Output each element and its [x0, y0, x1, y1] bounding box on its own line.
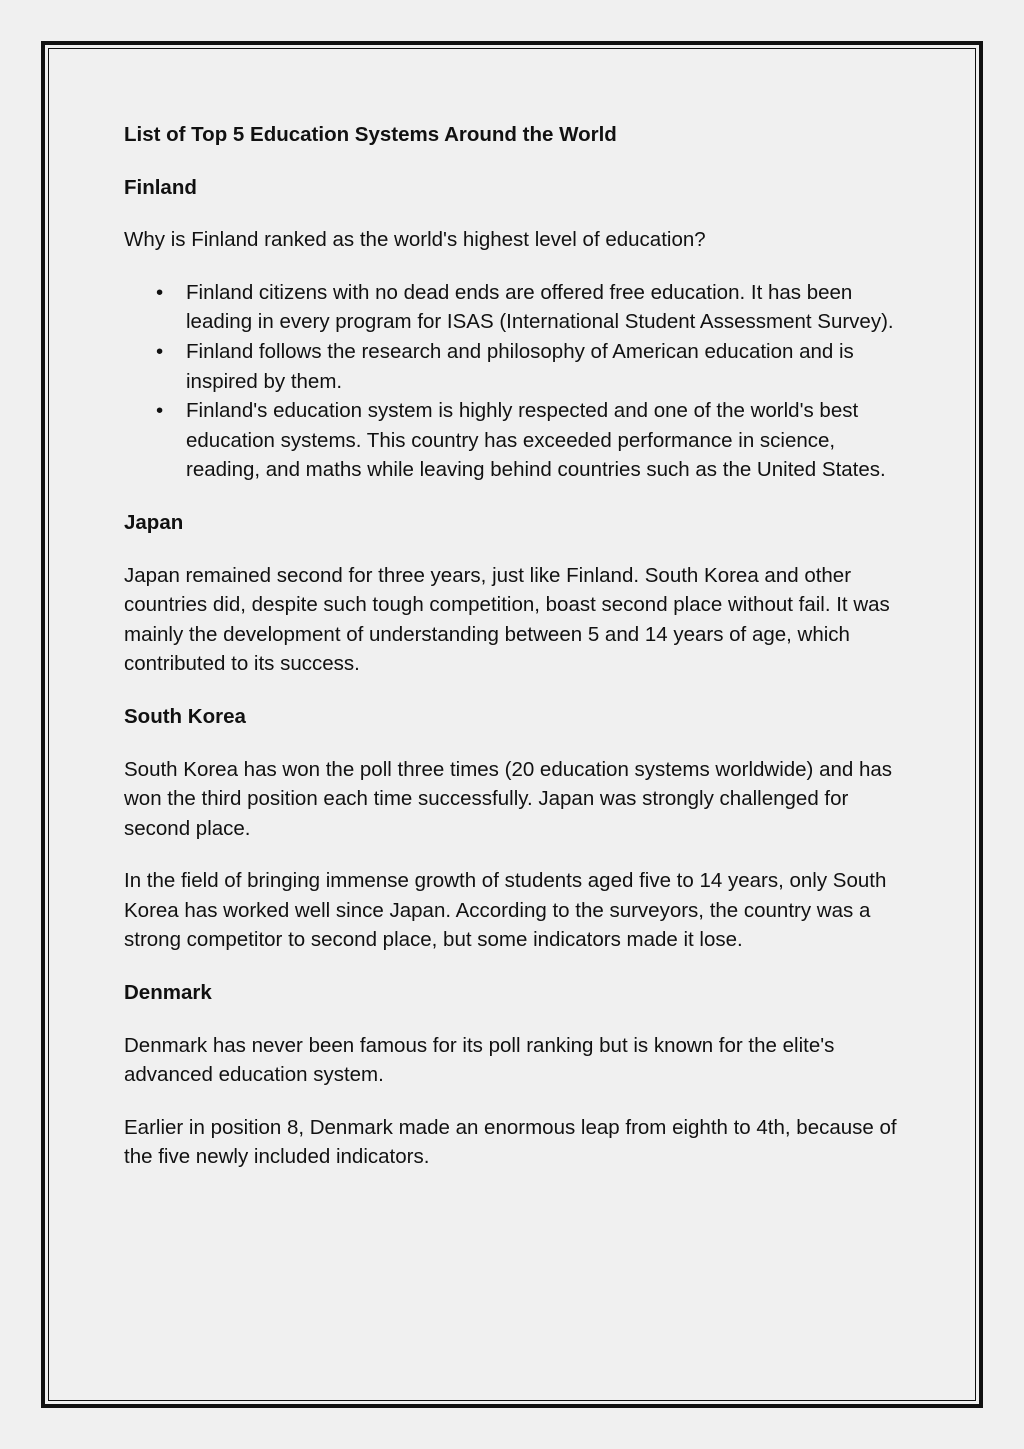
finland-bullet-list [124, 278, 904, 485]
section-heading-denmark: Denmark [124, 981, 212, 1005]
list-item: • Finland's education system is highly respected and one of the world's best education systems. This country has exceeded performance in science, reading, and maths while leaving behind countries such as the United States. [186, 396, 904, 485]
list-item: • Finland citizens with no dead ends are offered free education. It has been leading in every program for ISAS (International Student Assessment Survey). [186, 278, 904, 337]
section-heading-japan: Japan [124, 510, 184, 534]
document-title: List of Top 5 Education Systems Around the World [124, 123, 617, 146]
south-korea-paragraph: In the field of bringing immense growth of students aged five to 14 years, only South Korea has worked well since Japan. According to the surveyors, the country was a strong competitor to second place, but some indicators made it lose. [124, 869, 887, 952]
denmark-paragraph: Earlier in position 8, Denmark made an enormous leap from eighth to 4th, because of the five newly included indicators. [124, 1115, 897, 1169]
denmark-paragraph: Denmark has never been famous for its poll ranking but is known for the elite's advanced education system. [124, 1033, 835, 1087]
document-content [124, 120, 904, 1195]
list-item: • Finland follows the research and philosophy of American education and is inspired by them. [186, 337, 904, 396]
section-heading-south-korea: South Korea [124, 704, 246, 728]
south-korea-paragraph: South Korea has won the poll three times (20 education systems worldwide) and has won the third position each time successfully. Japan was strongly challenged for second place. [124, 757, 893, 840]
section-heading-finland: Finland [124, 175, 197, 199]
japan-paragraph: Japan remained second for three years, just like Finland. South Korea and other countries did, despite such tough competition, boast second place without fail. It was mainly the development of understanding between 5 and 14 years of age, which contributed to its success. [124, 563, 890, 676]
finland-intro: Why is Finland ranked as the world's highest level of education? [124, 228, 706, 252]
